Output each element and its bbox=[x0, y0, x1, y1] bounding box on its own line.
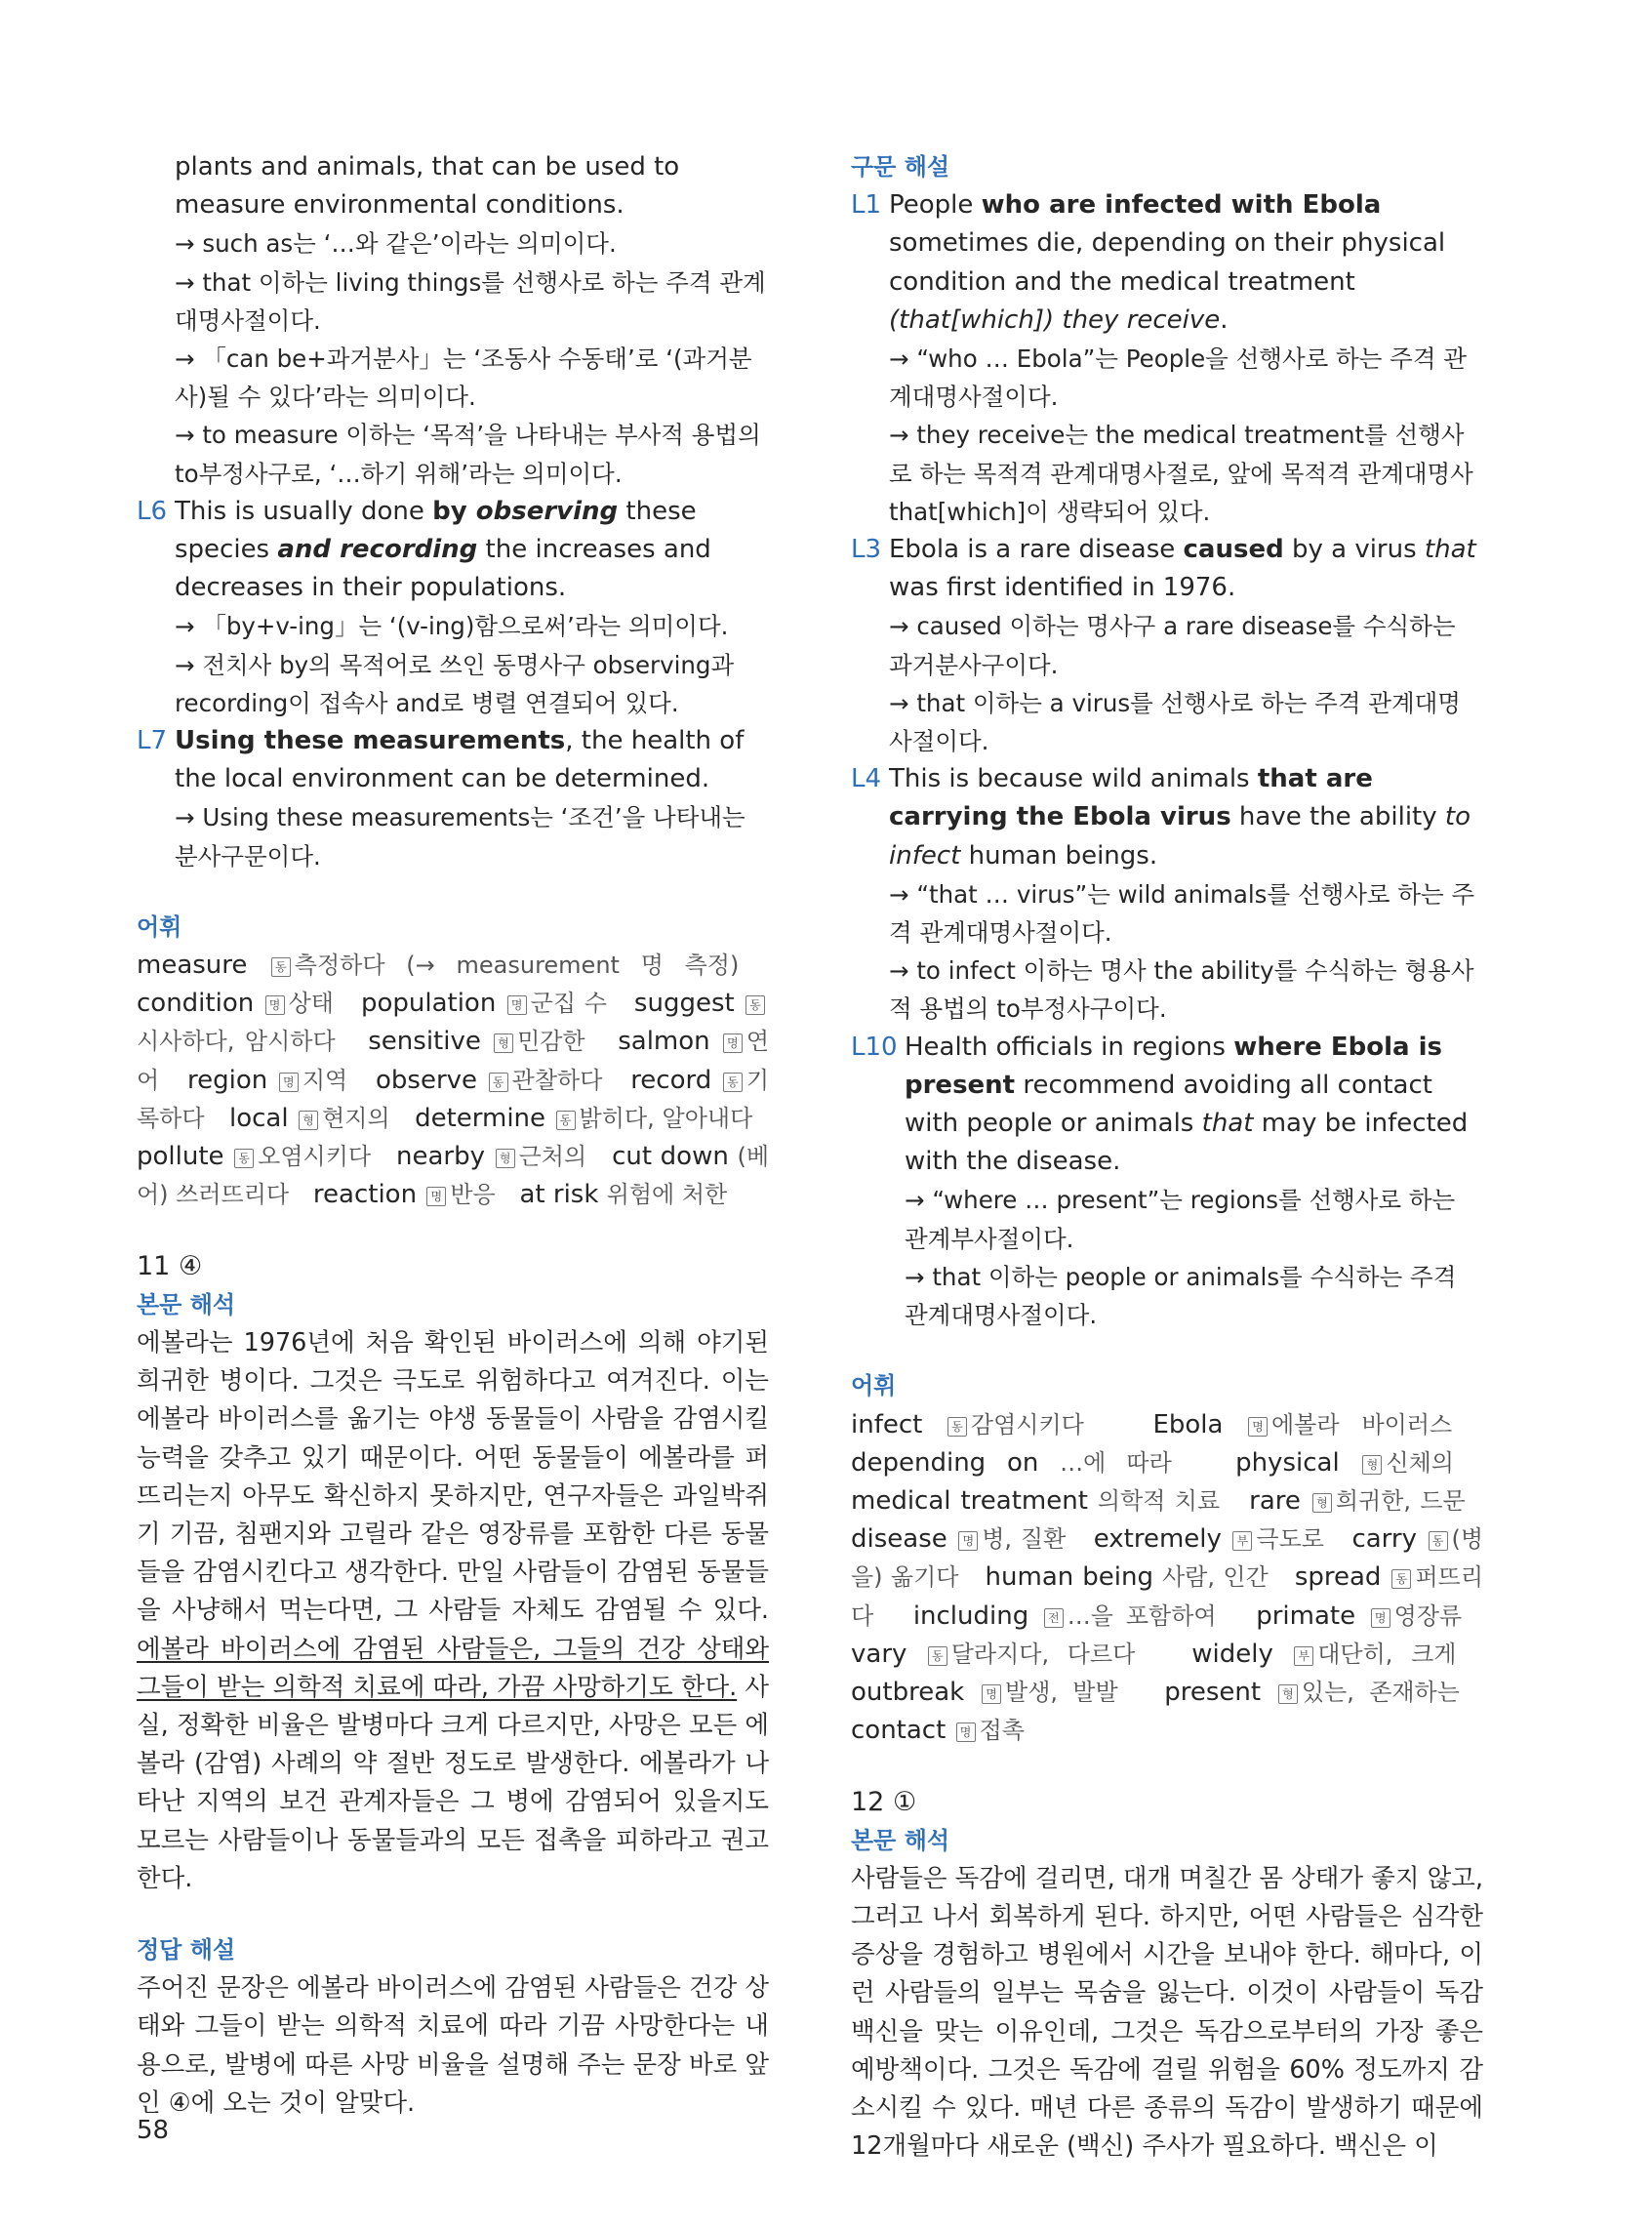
question-number: 12 ① bbox=[851, 1787, 917, 1818]
line-L6: L6 This is usually done by observing these species and recording the increases and decreases in their populations. bbox=[137, 493, 769, 608]
vocab-item bbox=[1249, 1486, 1466, 1516]
vocab-word: widely bbox=[1191, 1639, 1273, 1669]
vocab-meaning: 측정하다 (→ measurement 명 측정) bbox=[294, 952, 740, 980]
part-of-speech-badge: 명 bbox=[1371, 1608, 1390, 1628]
vocab-meaning: 위험에 처한 bbox=[606, 1181, 728, 1209]
note: → that 이하는 a virus를 선행사로 하는 주격 관계대명사절이다. bbox=[889, 688, 1461, 756]
part-of-speech-badge: 명 bbox=[956, 1722, 976, 1742]
vocab-item bbox=[851, 1524, 1066, 1554]
question-number: 11 ④ bbox=[137, 1251, 203, 1282]
vocab-word: present bbox=[1164, 1677, 1262, 1707]
vocab-meaning: 연어 bbox=[137, 1028, 770, 1094]
vocab-meaning: 밝히다, 알아내다 bbox=[579, 1104, 753, 1132]
vocab-meaning: 대단히, 크게 bbox=[1317, 1640, 1457, 1668]
vocab-word: extremely bbox=[1093, 1524, 1222, 1555]
note: → “where … present”는 regions를 선행사로 하는 관계부사절이다. bbox=[905, 1186, 1456, 1253]
vocab-meaning: 근처의 bbox=[518, 1143, 587, 1171]
vocab-word: depending on bbox=[851, 1447, 1039, 1478]
vocab-word: condition bbox=[137, 989, 255, 1019]
part-of-speech-badge: 명 bbox=[982, 1684, 1001, 1704]
part-of-speech-badge: 형 bbox=[496, 1149, 515, 1168]
vocab-item bbox=[1094, 1524, 1324, 1554]
vocab-word: carry bbox=[1351, 1524, 1417, 1555]
vocab-meaning: …을 포함하여 bbox=[1067, 1601, 1217, 1630]
vocab-meaning: 지역 bbox=[302, 1066, 348, 1094]
vocab-meaning: 반응 bbox=[450, 1181, 496, 1209]
vocab-item bbox=[415, 1104, 752, 1133]
answer-heading: 정답 해설 bbox=[137, 1935, 236, 1964]
vocab-word: medical treatment bbox=[851, 1485, 1088, 1516]
vocab-word: outbreak bbox=[851, 1677, 965, 1707]
part-of-speech-badge: 형 bbox=[299, 1111, 318, 1130]
vocab-heading: 어휘 bbox=[851, 1372, 897, 1400]
vocab-word: measure bbox=[137, 951, 248, 981]
vocab-meaning: 현지의 bbox=[322, 1104, 390, 1132]
part-of-speech-badge: 동 bbox=[234, 1149, 254, 1168]
vocab-meaning: 신체의 bbox=[1386, 1448, 1454, 1477]
vocab-word: sensitive bbox=[368, 1027, 481, 1057]
part-of-speech-badge: 부 bbox=[1294, 1646, 1313, 1666]
vocab-item bbox=[851, 1410, 1084, 1439]
part-of-speech-badge: 명 bbox=[265, 995, 285, 1015]
vocab-item bbox=[361, 989, 607, 1018]
vocab-list bbox=[851, 1406, 1483, 1751]
vocab-item bbox=[396, 1142, 586, 1171]
note: → Using these measurements는 ‘조건’을 나타내는 분사구문이다. bbox=[175, 803, 745, 871]
vocab-word: cut down bbox=[612, 1142, 729, 1172]
vocab-item bbox=[376, 1066, 602, 1095]
vocab-meaning: 관찰하다 bbox=[511, 1066, 603, 1094]
vocab-word: reaction bbox=[312, 1180, 418, 1210]
vocab-word: contact bbox=[851, 1716, 947, 1746]
line-label: L10 bbox=[851, 1032, 898, 1062]
line-L1: L1 People who are infected with Ebola sometimes die, depending on their physical condition and the medical treatment (that[which]) they receive. bbox=[851, 186, 1483, 340]
note: → “that … virus”는 wild animals를 선행사로 하는 주격 관계대명사절이다. bbox=[889, 879, 1475, 948]
part-of-speech-badge: 동 bbox=[947, 1417, 967, 1437]
vocab-item bbox=[520, 1180, 728, 1209]
translation-text: 에볼라는 1976년에 처음 확인된 바이러스에 의해 야기된 희귀한 병이다. 그것은 극도로 위험하다고 여겨진다. 이는 에볼라 바이러스를 옮기는 야생 동물들이 사람을 감염시킬 능력을 갖추고 있기 때문이다. 어떤 동물들이 에볼라를 퍼뜨리는지 아무도 확신하지 못하지만, 연구자들은 과일박쥐기 기끔, 침팬지와 고릴라 같은 영장류를 포함한 다른 동물들을 감염시킨다고 생각한다. 만일 사람들이 감염된 동물들을 사냥해서 먹는다면, 그 사람들 자체도 감염될 수 있다. 에볼라 바이러스에 감염된 사람들은, 그들의 건강 상태와 그들이 받는 의학적 치료에 따라, 가끔 사망하기도 한다. 사실, 정확한 비율은 발병마다 크게 다르지만, 사망은 모든 에볼라 (감염) 사례의 약 절반 정도로 발생한다. 에볼라가 나타난 지역의 보건 관계자들은 그 병에 감염되어 있을지도 모르는 사람들이나 동물들과의 모든 접촉을 피하라고 권고한다. bbox=[137, 1327, 769, 1893]
line-label: L7 bbox=[137, 726, 168, 756]
vocab-list bbox=[137, 947, 769, 1214]
vocab-item bbox=[313, 1180, 496, 1209]
vocab-word: including bbox=[912, 1601, 1029, 1631]
part-of-speech-badge: 동 bbox=[1429, 1531, 1448, 1551]
right-column bbox=[851, 148, 1483, 2166]
vocab-item bbox=[137, 1142, 371, 1171]
vocab-item bbox=[851, 1678, 1118, 1707]
vocab-item bbox=[851, 1448, 1172, 1478]
vocab-item bbox=[187, 1066, 347, 1095]
syntax-heading: 구문 해설 bbox=[851, 153, 950, 181]
vocab-word: salmon bbox=[618, 1027, 710, 1057]
vocab-word: physical bbox=[1235, 1447, 1340, 1478]
vocab-item bbox=[851, 1716, 1025, 1745]
vocab-meaning: 영장류 bbox=[1393, 1601, 1463, 1630]
vocab-item bbox=[137, 951, 739, 980]
vocab-meaning: 시사하다, 암시하다 bbox=[137, 1028, 336, 1056]
line-L3: L3 Ebola is a rare disease caused by a virus that was first identified in 1976. bbox=[851, 531, 1483, 607]
vocab-meaning: 접촉 bbox=[979, 1717, 1025, 1745]
line-L4: L4 This is because wild animals that are carrying the Ebola virus have the ability to infect human beings. bbox=[851, 760, 1483, 875]
vocab-word: infect bbox=[851, 1409, 923, 1439]
part-of-speech-badge: 형 bbox=[494, 1033, 513, 1053]
vocab-meaning: 사람, 인간 bbox=[1162, 1563, 1269, 1592]
page-number: 58 bbox=[137, 2116, 170, 2145]
vocab-word: local bbox=[229, 1103, 289, 1133]
note: → they receive는 the medical treatment를 선행사로 하는 목적격 관계대명사절로, 앞에 목적격 관계대명사 that[which]이 생략되어 있다. bbox=[889, 421, 1473, 526]
vocab-meaning: 의학적 치료 bbox=[1097, 1486, 1221, 1515]
vocab-meaning: (베어) 쓰러뜨리다 bbox=[137, 1143, 770, 1209]
vocab-meaning: (병을) 옮기다 bbox=[851, 1525, 1484, 1592]
part-of-speech-badge: 형 bbox=[1362, 1455, 1382, 1475]
vocab-item bbox=[1164, 1678, 1460, 1707]
line-label: L1 bbox=[851, 190, 882, 221]
vocab-meaning: 기록하다 bbox=[137, 1066, 770, 1132]
line-L7: L7 Using these measurements, the health of the local environment can be determined. bbox=[137, 722, 769, 798]
vocab-meaning: 민감한 bbox=[517, 1028, 585, 1056]
vocab-word: vary bbox=[851, 1639, 907, 1669]
part-of-speech-badge: 동 bbox=[556, 1111, 576, 1130]
continued-sentence: plants and animals, that can be used to measure environmental conditions. bbox=[175, 152, 680, 221]
vocab-word: population bbox=[360, 989, 497, 1019]
part-of-speech-badge: 부 bbox=[1232, 1531, 1252, 1551]
part-of-speech-badge: 동 bbox=[271, 957, 291, 977]
line-label: L4 bbox=[851, 764, 882, 794]
vocab-item bbox=[851, 1640, 1135, 1669]
vocab-item bbox=[1191, 1640, 1456, 1669]
part-of-speech-badge: 동 bbox=[1391, 1569, 1411, 1589]
vocab-word: region bbox=[186, 1065, 268, 1095]
part-of-speech-badge: 동 bbox=[489, 1073, 508, 1092]
vocab-item bbox=[368, 1027, 584, 1056]
vocab-item bbox=[1152, 1410, 1452, 1439]
line-label: L6 bbox=[137, 496, 168, 526]
vocab-meaning: 극도로 bbox=[1256, 1525, 1324, 1554]
vocab-word: suggest bbox=[633, 989, 735, 1019]
note: → to measure 이하는 ‘목적’을 나타내는 부사적 용법의 to부정사구로, ‘…하기 위해’라는 의미이다. bbox=[175, 421, 761, 488]
vocab-meaning: 퍼뜨리다 bbox=[851, 1563, 1484, 1630]
vocab-meaning: 에볼라 바이러스 bbox=[1271, 1410, 1453, 1439]
vocab-word: disease bbox=[851, 1524, 947, 1555]
note: → that 이하는 people or animals를 수식하는 주격 관계대명사절이다. bbox=[905, 1262, 1457, 1330]
note: → that 이하는 living things를 선행사로 하는 주격 관계대명사절이다. bbox=[175, 267, 766, 335]
vocab-meaning: 발생, 발발 bbox=[1005, 1678, 1118, 1706]
vocab-word: pollute bbox=[137, 1142, 224, 1172]
vocab-word: spread bbox=[1294, 1562, 1382, 1593]
part-of-speech-badge: 명 bbox=[507, 995, 527, 1015]
note: → 「by+v-ing」는 ‘(v-ing)함으로써’라는 의미이다. bbox=[175, 612, 729, 641]
vocab-meaning: …에 따라 bbox=[1060, 1448, 1172, 1477]
part-of-speech-badge: 명 bbox=[279, 1073, 299, 1092]
vocab-item bbox=[1256, 1601, 1462, 1631]
part-of-speech-badge: 명 bbox=[1248, 1417, 1268, 1437]
translation-heading: 본문 해석 bbox=[137, 1290, 236, 1318]
vocab-item bbox=[229, 1104, 390, 1133]
vocab-word: human being bbox=[985, 1562, 1153, 1593]
vocab-word: nearby bbox=[395, 1142, 485, 1172]
vocab-word: Ebola bbox=[1152, 1409, 1224, 1439]
part-of-speech-badge: 동 bbox=[745, 995, 765, 1015]
line-label: L3 bbox=[851, 535, 882, 565]
part-of-speech-badge: 명 bbox=[723, 1033, 743, 1053]
vocab-item bbox=[137, 989, 334, 1018]
note: → such as는 ‘…와 같은’이라는 의미이다. bbox=[175, 229, 617, 259]
part-of-speech-badge: 전 bbox=[1044, 1608, 1064, 1628]
vocab-meaning: 군집 수 bbox=[530, 990, 607, 1018]
vocab-word: at risk bbox=[519, 1180, 599, 1210]
underlined-sentence: 에볼라 바이러스에 감염된 사람들은, 그들의 건강 상태와 그들이 받는 의학적 치료에 따라, 가끔 사망하기도 한다. bbox=[137, 1634, 769, 1702]
note: → to infect 이하는 명사 the ability를 수식하는 형용사적 용법의 to부정사구이다. bbox=[889, 956, 1474, 1024]
vocab-meaning: 오염시키다 bbox=[258, 1143, 372, 1171]
vocab-word: primate bbox=[1256, 1601, 1356, 1631]
part-of-speech-badge: 동 bbox=[928, 1646, 947, 1666]
vocab-meaning: 상태 bbox=[288, 990, 334, 1018]
vocab-item bbox=[986, 1562, 1269, 1592]
vocab-meaning: 달라지다, 다르다 bbox=[950, 1640, 1136, 1668]
vocab-meaning: 감염시키다 bbox=[970, 1410, 1084, 1439]
part-of-speech-badge: 명 bbox=[426, 1187, 446, 1206]
left-column bbox=[137, 148, 769, 2123]
vocab-meaning: 희귀한, 드문 bbox=[1335, 1486, 1466, 1515]
vocab-heading: 어휘 bbox=[137, 912, 182, 941]
note: → caused 이하는 명사구 a rare disease를 수식하는 과거분사구이다. bbox=[889, 612, 1456, 679]
vocab-word: observe bbox=[376, 1065, 478, 1095]
part-of-speech-badge: 명 bbox=[958, 1531, 978, 1551]
translation-text: 사람들은 독감에 걸리면, 대개 며칠간 몸 상태가 좋지 않고, 그러고 나서 회복하게 된다. 하지만, 어떤 사람들은 심각한 증상을 경험하고 병원에서 시간을 보내야 한다. 해마다, 이런 사람들의 일부는 목숨을 잃는다. 이것이 사람들이 독감 백신을 맞는 이유인데, 그것은 독감으로부터의 가장 좋은 예방책이다. 그것은 독감에 걸릴 위험을 60% 정도까지 감소시킬 수 있다. 매년 다른 종류의 독감이 발생하기 때문에 12개월마다 새로운 (백신) 주사가 필요하다. 백신은 이 bbox=[851, 1863, 1483, 2162]
vocab-meaning: 있는, 존재하는 bbox=[1301, 1678, 1460, 1706]
vocab-meaning: 병, 질환 bbox=[982, 1525, 1067, 1554]
vocab-word: determine bbox=[415, 1103, 546, 1133]
part-of-speech-badge: 형 bbox=[1278, 1684, 1298, 1704]
part-of-speech-badge: 형 bbox=[1312, 1493, 1332, 1513]
note: → 전치사 by의 목적어로 쓰인 동명사구 observing과 recording이 접속사 and로 병렬 연결되어 있다. bbox=[175, 650, 735, 717]
vocab-word: record bbox=[630, 1065, 712, 1095]
answer-text: 주어진 문장은 에볼라 바이러스에 감염된 사람들은 건강 상태와 그들이 받는 의학적 치료에 따라 기끔 사망한다는 내용으로, 발병에 따른 사망 비율을 설명해 주는 문장 바로 앞인 ④에 오는 것이 알맞다. bbox=[137, 1973, 769, 2118]
vocab-item bbox=[913, 1601, 1217, 1631]
translation-heading: 본문 해석 bbox=[851, 1826, 950, 1854]
note: → 「can be+과거분사」는 ‘조동사 수동태’로 ‘(과거분사)될 수 있다’라는 의미이다. bbox=[175, 344, 752, 412]
vocab-word: rare bbox=[1249, 1485, 1301, 1516]
vocab-item bbox=[851, 1486, 1220, 1516]
note: → “who … Ebola”는 People을 선행사로 하는 주격 관계대명사절이다. bbox=[889, 344, 1467, 412]
line-L10: L10 Health officials in regions where Ebola is present recommend avoiding all contact with people or animals that may be infected with the disease. bbox=[851, 1029, 1483, 1182]
vocab-item bbox=[1235, 1448, 1454, 1478]
part-of-speech-badge: 동 bbox=[723, 1073, 743, 1092]
